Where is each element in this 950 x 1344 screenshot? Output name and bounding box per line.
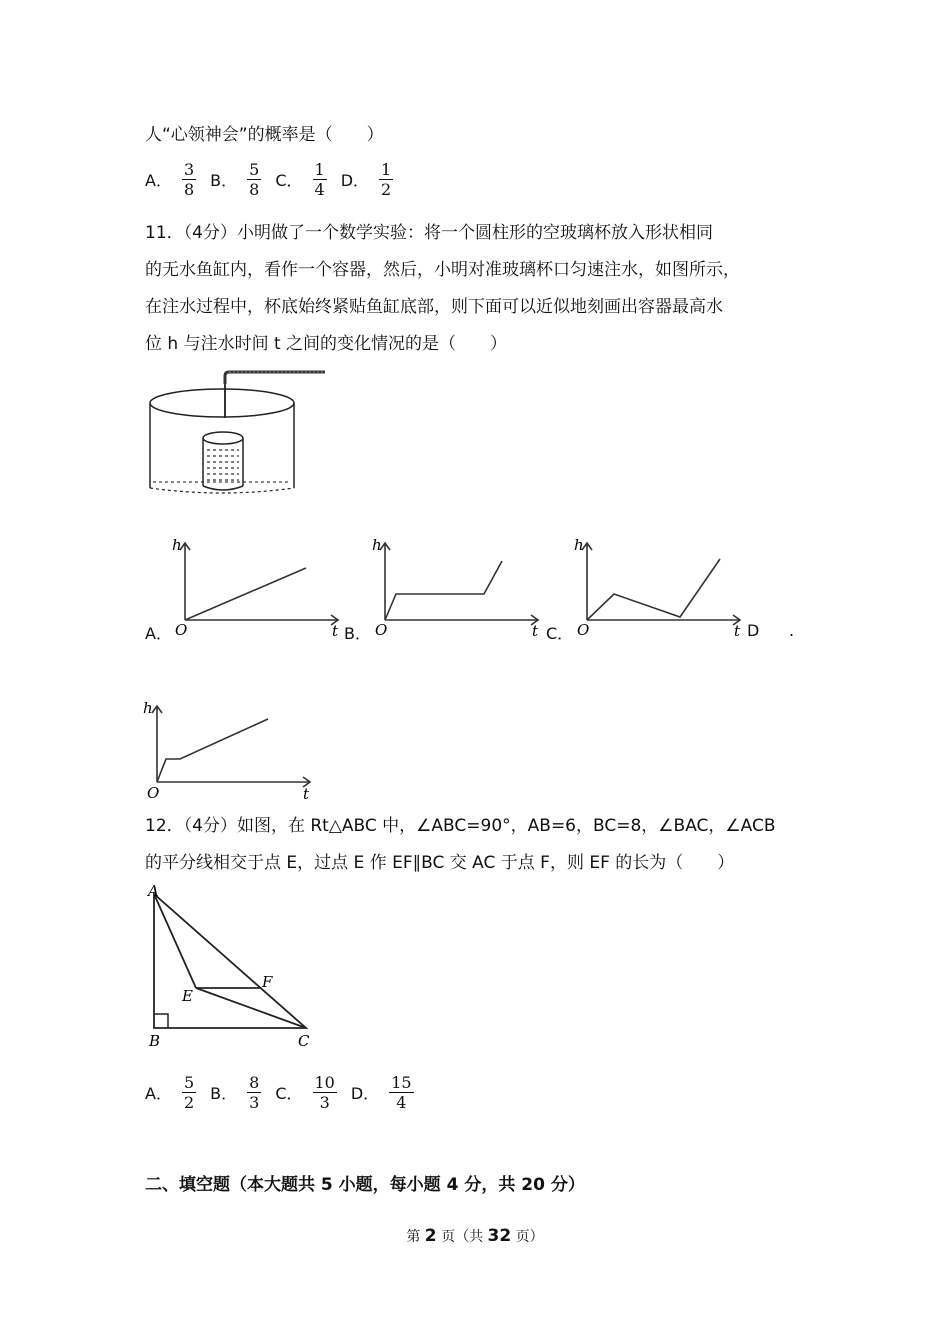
axis-h-label: h	[574, 536, 584, 554]
origin-label: O	[375, 621, 388, 639]
fish-tank-figure	[145, 366, 335, 500]
origin-label: O	[577, 621, 590, 639]
point-f-label: F	[262, 973, 273, 991]
q12-line-2: 的平分线相交于点 E，过点 E 作 EF∥BC 交 AC 于点 F，则 EF 的长为（ ）	[145, 853, 735, 873]
point-a-label: A	[148, 882, 159, 900]
q12-option-d: D． $\frac{15}{4}$	[350, 1073, 412, 1112]
q12-option-b: B． $\frac{8}{3}$	[210, 1073, 260, 1112]
fraction: $\frac{3}{8}$	[183, 160, 195, 199]
q11-line-1: 11．（4分）小明做了一个数学实验：将一个圆柱形的空玻璃杯放入形状相同	[145, 223, 713, 243]
page-footer: 第 2 页（共 32 页）	[406, 1226, 544, 1246]
q12-options	[145, 1073, 428, 1112]
axis-t-label: t	[532, 622, 539, 640]
section-heading: 二、填空题（本大题共 5 小题，每小题 4 分，共 20 分）	[145, 1175, 585, 1195]
origin-label: O	[147, 784, 160, 802]
page-number: 2	[424, 1226, 437, 1246]
axis-t-label: t	[734, 622, 741, 640]
graph-b-label: B．	[344, 624, 371, 643]
fraction: $\frac{1}{2}$	[381, 160, 392, 199]
fraction: $\frac{1}{4}$	[314, 160, 325, 199]
point-c-label: C	[298, 1032, 310, 1050]
q11-line-4: 位 h 与注水时间 t 之间的变化情况的是（ ）	[145, 334, 508, 354]
q10-option-b: B． $\frac{5}{8}$	[210, 160, 260, 199]
graph-d-label: D	[747, 621, 760, 640]
axis-h-label: h	[172, 536, 182, 554]
graph-a-label: A．	[145, 624, 172, 643]
triangle-figure	[140, 880, 325, 1052]
fraction: $\frac{8}{3}$	[249, 1073, 260, 1112]
q12-line-1: 12．（4分）如图，在 Rt△ABC 中，∠ABC=90°，AB=6，BC=8，∠BAC，∠ACB	[145, 816, 776, 836]
q11-line-2: 的无水鱼缸内，看作一个容器，然后，小明对准玻璃杯口匀速注水，如图所示，	[145, 260, 740, 280]
q10-options	[145, 160, 407, 199]
q10-option-c: C． $\frac{1}{4}$	[275, 160, 325, 199]
axis-h-label: h	[143, 700, 153, 717]
fraction: $\frac{5}{2}$	[183, 1073, 195, 1112]
axis-t-label: t	[303, 785, 310, 803]
q10-option-a: A． $\frac{3}{8}$	[145, 160, 195, 199]
graph-a	[168, 535, 343, 640]
axis-t-label: t	[332, 622, 339, 640]
graph-c-label: C．	[546, 624, 574, 643]
point-e-label: E	[182, 987, 193, 1005]
axis-h-label: h	[372, 536, 382, 554]
q10-text: 人“心领神会”的概率是（ ）	[145, 125, 384, 145]
origin-label: O	[175, 621, 188, 639]
q12-option-c: C． $\frac{10}{3}$	[275, 1073, 335, 1112]
q10-option-d: D． $\frac{1}{2}$	[340, 160, 392, 199]
page-total: 32	[487, 1226, 512, 1246]
q11-line-3: 在注水过程中，杯底始终紧贴鱼缸底部，则下面可以近似地刻画出容器最高水	[145, 297, 723, 317]
fraction: $\frac{15}{4}$	[391, 1073, 412, 1112]
graph-c	[570, 535, 745, 640]
point-b-label: B	[149, 1032, 161, 1050]
fraction: $\frac{10}{3}$	[314, 1073, 335, 1112]
q12-option-a: A． $\frac{5}{2}$	[145, 1073, 195, 1112]
graph-b	[368, 535, 543, 640]
graph-d-period: .	[789, 621, 795, 640]
fraction: $\frac{5}{8}$	[249, 160, 260, 199]
graph-d	[140, 700, 320, 805]
